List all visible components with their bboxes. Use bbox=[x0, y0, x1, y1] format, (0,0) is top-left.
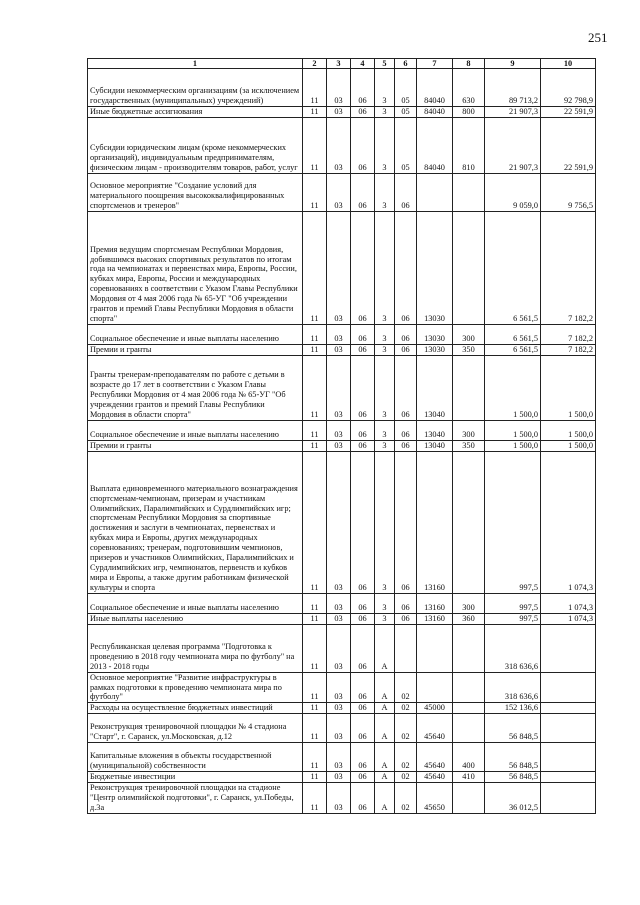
table-row bbox=[88, 593, 596, 613]
row-amount-year1: 56 848,5 bbox=[485, 743, 541, 772]
table-row bbox=[88, 211, 596, 324]
row-description: Премии и гранты bbox=[88, 344, 303, 355]
row-expense-type bbox=[453, 211, 485, 324]
row-description: Социальное обеспечение и иные выплаты населению bbox=[88, 324, 303, 344]
row-subprogram: 3 bbox=[375, 173, 395, 211]
column-header-row bbox=[88, 59, 596, 69]
row-subprogram: 3 bbox=[375, 107, 395, 118]
row-amount-year2: 1 074,3 bbox=[541, 593, 596, 613]
row-subsection: 03 bbox=[327, 107, 351, 118]
budget-table bbox=[87, 58, 596, 814]
table-row bbox=[88, 672, 596, 703]
row-subprogram: 3 bbox=[375, 344, 395, 355]
table-row bbox=[88, 69, 596, 107]
table-row bbox=[88, 107, 596, 118]
row-amount-year1: 89 713,2 bbox=[485, 69, 541, 107]
row-section: 11 bbox=[303, 451, 327, 593]
row-event: 05 bbox=[395, 117, 417, 173]
row-amount-year1: 1 500,0 bbox=[485, 440, 541, 451]
row-program: 06 bbox=[351, 344, 375, 355]
row-description: Выплата единовременного материального вознаграждения спортсменам-чемпионам, призерам и участникам Олимпийских, Паралимпийских и Сурдлимпийских игр; спортсменам Республики Мордовия за спортивные достижения и заслуги в чемпионатах, первенствах и кубках мира и Европы, других международных соревнованиях; тренерам, подготовившим чемпионов, призеров и участников Олимпийских, Паралимпийских и Сурдлимпийских игр, чемпионатов, первенств и кубков мира и Европы, а также другим работникам физической культуры и спорта bbox=[88, 451, 303, 593]
row-event: 06 bbox=[395, 173, 417, 211]
row-event: 05 bbox=[395, 107, 417, 118]
row-direction: 13160 bbox=[417, 593, 453, 613]
row-section: 11 bbox=[303, 107, 327, 118]
row-amount-year2 bbox=[541, 714, 596, 743]
row-program: 06 bbox=[351, 324, 375, 344]
table-row bbox=[88, 451, 596, 593]
row-direction: 45640 bbox=[417, 714, 453, 743]
row-subsection: 03 bbox=[327, 703, 351, 714]
row-expense-type: 810 bbox=[453, 117, 485, 173]
row-expense-type: 300 bbox=[453, 420, 485, 440]
row-direction bbox=[417, 624, 453, 672]
row-subsection: 03 bbox=[327, 69, 351, 107]
row-direction: 45640 bbox=[417, 772, 453, 783]
row-amount-year1: 997,5 bbox=[485, 593, 541, 613]
row-expense-type: 350 bbox=[453, 440, 485, 451]
row-event: 06 bbox=[395, 440, 417, 451]
row-event: 06 bbox=[395, 451, 417, 593]
row-program: 06 bbox=[351, 107, 375, 118]
row-amount-year1: 1 500,0 bbox=[485, 420, 541, 440]
column-header: 3 bbox=[327, 59, 351, 69]
row-program: 06 bbox=[351, 703, 375, 714]
table-row bbox=[88, 117, 596, 173]
row-description: Социальное обеспечение и иные выплаты населению bbox=[88, 420, 303, 440]
row-event: 06 bbox=[395, 613, 417, 624]
row-subsection: 03 bbox=[327, 772, 351, 783]
row-direction: 13030 bbox=[417, 211, 453, 324]
row-direction: 13160 bbox=[417, 451, 453, 593]
row-description: Социальное обеспечение и иные выплаты населению bbox=[88, 593, 303, 613]
column-header: 5 bbox=[375, 59, 395, 69]
row-amount-year2: 1 500,0 bbox=[541, 420, 596, 440]
row-direction bbox=[417, 672, 453, 703]
column-header: 7 bbox=[417, 59, 453, 69]
row-subprogram: 3 bbox=[375, 211, 395, 324]
row-amount-year1: 6 561,5 bbox=[485, 211, 541, 324]
row-expense-type bbox=[453, 703, 485, 714]
row-subprogram: А bbox=[375, 624, 395, 672]
row-program: 06 bbox=[351, 593, 375, 613]
row-program: 06 bbox=[351, 173, 375, 211]
table-row bbox=[88, 714, 596, 743]
row-direction: 84040 bbox=[417, 117, 453, 173]
row-expense-type: 300 bbox=[453, 593, 485, 613]
row-description: Основное мероприятие "Создание условий для материального поощрения высококвалифицированных спортсменов и тренеров" bbox=[88, 173, 303, 211]
row-description: Гранты тренерам-преподавателям по работе с детьми в возрасте до 17 лет в соответствии с Указом Главы Республики Мордовия от 4 мая 2006 года № 65-УГ "Об учреждении грантов и премий Главы Республики Мордовия в области спорта" bbox=[88, 355, 303, 420]
row-program: 06 bbox=[351, 613, 375, 624]
table-row bbox=[88, 324, 596, 344]
row-subprogram: А bbox=[375, 672, 395, 703]
row-subprogram: 3 bbox=[375, 451, 395, 593]
row-direction: 13160 bbox=[417, 613, 453, 624]
row-amount-year2: 7 182,2 bbox=[541, 344, 596, 355]
row-subsection: 03 bbox=[327, 613, 351, 624]
row-section: 11 bbox=[303, 69, 327, 107]
row-description: Премия ведущим спортсменам Республики Мордовия, добившимся высоких спортивных результатов по итогам года на чемпионатах и первенствах мира, Европы, России, кубках мира, Европы, России и международных соревнованиях в соответствии с Указом Главы Республики Мордовия от 4 мая 2006 года № 65-УГ "Об учреждении грантов и премий Главы Республики Мордовия в области спорта" bbox=[88, 211, 303, 324]
row-amount-year2: 1 074,3 bbox=[541, 451, 596, 593]
row-amount-year1: 997,5 bbox=[485, 613, 541, 624]
row-amount-year2: 1 500,0 bbox=[541, 355, 596, 420]
row-program: 06 bbox=[351, 624, 375, 672]
row-expense-type bbox=[453, 173, 485, 211]
row-section: 11 bbox=[303, 703, 327, 714]
row-subprogram: А bbox=[375, 714, 395, 743]
row-expense-type: 410 bbox=[453, 772, 485, 783]
row-subsection: 03 bbox=[327, 783, 351, 814]
row-description: Капитальные вложения в объекты государственной (муниципальной) собственности bbox=[88, 743, 303, 772]
row-subprogram: А bbox=[375, 703, 395, 714]
row-subsection: 03 bbox=[327, 420, 351, 440]
row-description: Премии и гранты bbox=[88, 440, 303, 451]
column-header: 6 bbox=[395, 59, 417, 69]
row-section: 11 bbox=[303, 613, 327, 624]
row-subsection: 03 bbox=[327, 173, 351, 211]
row-description: Субсидии некоммерческим организациям (за исключением государственных (муниципальных) учреждений) bbox=[88, 69, 303, 107]
row-amount-year2 bbox=[541, 624, 596, 672]
row-amount-year2: 1 074,3 bbox=[541, 613, 596, 624]
row-section: 11 bbox=[303, 783, 327, 814]
row-event: 06 bbox=[395, 355, 417, 420]
row-program: 06 bbox=[351, 783, 375, 814]
row-description: Реконструкция тренировочной площадки на стадионе "Центр олимпийской подготовки", г. Саранск, ул.Победы, д.3а bbox=[88, 783, 303, 814]
row-direction: 45650 bbox=[417, 783, 453, 814]
row-program: 06 bbox=[351, 69, 375, 107]
row-program: 06 bbox=[351, 451, 375, 593]
row-event: 02 bbox=[395, 714, 417, 743]
row-amount-year1: 9 059,0 bbox=[485, 173, 541, 211]
row-subsection: 03 bbox=[327, 743, 351, 772]
column-header: 10 bbox=[541, 59, 596, 69]
row-amount-year2: 7 182,2 bbox=[541, 211, 596, 324]
row-event: 06 bbox=[395, 211, 417, 324]
row-subsection: 03 bbox=[327, 117, 351, 173]
row-direction: 84040 bbox=[417, 107, 453, 118]
row-section: 11 bbox=[303, 624, 327, 672]
row-program: 06 bbox=[351, 420, 375, 440]
row-amount-year1: 318 636,6 bbox=[485, 624, 541, 672]
row-description: Бюджетные инвестиции bbox=[88, 772, 303, 783]
row-description: Субсидии юридическим лицам (кроме некоммерческих организаций), индивидуальным предпринимателям, физическим лицам - производителям товаров, работ, услуг bbox=[88, 117, 303, 173]
row-amount-year2: 9 756,5 bbox=[541, 173, 596, 211]
row-event: 06 bbox=[395, 344, 417, 355]
row-expense-type bbox=[453, 783, 485, 814]
row-subprogram: 3 bbox=[375, 355, 395, 420]
row-expense-type bbox=[453, 714, 485, 743]
table-row bbox=[88, 783, 596, 814]
row-description: Основное мероприятие "Развитие инфраструктуры в рамках подготовки к проведению чемпионата мира по футболу" bbox=[88, 672, 303, 703]
row-subprogram: 3 bbox=[375, 69, 395, 107]
row-amount-year2 bbox=[541, 703, 596, 714]
row-event: 02 bbox=[395, 772, 417, 783]
row-event: 02 bbox=[395, 703, 417, 714]
table-row bbox=[88, 440, 596, 451]
row-subprogram: 3 bbox=[375, 420, 395, 440]
row-direction: 13040 bbox=[417, 420, 453, 440]
row-expense-type: 360 bbox=[453, 613, 485, 624]
table-row bbox=[88, 772, 596, 783]
row-section: 11 bbox=[303, 772, 327, 783]
row-amount-year1: 6 561,5 bbox=[485, 344, 541, 355]
row-program: 06 bbox=[351, 355, 375, 420]
row-expense-type: 630 bbox=[453, 69, 485, 107]
row-expense-type: 800 bbox=[453, 107, 485, 118]
column-header: 4 bbox=[351, 59, 375, 69]
row-amount-year1: 152 136,6 bbox=[485, 703, 541, 714]
row-expense-type: 400 bbox=[453, 743, 485, 772]
row-program: 06 bbox=[351, 714, 375, 743]
row-direction: 45000 bbox=[417, 703, 453, 714]
row-amount-year2 bbox=[541, 772, 596, 783]
row-amount-year1: 1 500,0 bbox=[485, 355, 541, 420]
row-section: 11 bbox=[303, 344, 327, 355]
row-direction: 13030 bbox=[417, 324, 453, 344]
row-subsection: 03 bbox=[327, 624, 351, 672]
column-header: 1 bbox=[88, 59, 303, 69]
table-row bbox=[88, 624, 596, 672]
table-row bbox=[88, 355, 596, 420]
row-subsection: 03 bbox=[327, 593, 351, 613]
row-amount-year1: 56 848,5 bbox=[485, 714, 541, 743]
row-expense-type: 300 bbox=[453, 324, 485, 344]
row-program: 06 bbox=[351, 672, 375, 703]
row-amount-year2 bbox=[541, 743, 596, 772]
row-expense-type bbox=[453, 624, 485, 672]
row-description: Реконструкция тренировочной площадки № 4 стадиона "Старт", г. Саранск, ул.Московская, д.12 bbox=[88, 714, 303, 743]
row-subprogram: 3 bbox=[375, 593, 395, 613]
row-subprogram: 3 bbox=[375, 324, 395, 344]
row-amount-year1: 318 636,6 bbox=[485, 672, 541, 703]
row-section: 11 bbox=[303, 211, 327, 324]
row-subprogram: 3 bbox=[375, 440, 395, 451]
row-subsection: 03 bbox=[327, 344, 351, 355]
column-header: 9 bbox=[485, 59, 541, 69]
row-event: 02 bbox=[395, 672, 417, 703]
row-section: 11 bbox=[303, 672, 327, 703]
row-description: Расходы на осуществление бюджетных инвестиций bbox=[88, 703, 303, 714]
row-amount-year2: 7 182,2 bbox=[541, 324, 596, 344]
row-program: 06 bbox=[351, 440, 375, 451]
row-direction bbox=[417, 173, 453, 211]
row-subsection: 03 bbox=[327, 324, 351, 344]
table-row bbox=[88, 173, 596, 211]
row-event: 06 bbox=[395, 324, 417, 344]
table-row bbox=[88, 703, 596, 714]
row-subprogram: 3 bbox=[375, 117, 395, 173]
row-subprogram: А bbox=[375, 783, 395, 814]
table-row bbox=[88, 743, 596, 772]
row-amount-year1: 56 848,5 bbox=[485, 772, 541, 783]
table-row bbox=[88, 613, 596, 624]
row-direction: 84040 bbox=[417, 69, 453, 107]
row-direction: 13040 bbox=[417, 355, 453, 420]
row-subsection: 03 bbox=[327, 355, 351, 420]
row-amount-year1: 997,5 bbox=[485, 451, 541, 593]
row-description: Республиканская целевая программа "Подготовка к проведению в 2018 году чемпионата мира по футболу" на 2013 - 2018 годы bbox=[88, 624, 303, 672]
row-subsection: 03 bbox=[327, 451, 351, 593]
row-event: 06 bbox=[395, 593, 417, 613]
row-amount-year2 bbox=[541, 672, 596, 703]
row-event bbox=[395, 624, 417, 672]
column-header: 8 bbox=[453, 59, 485, 69]
row-section: 11 bbox=[303, 117, 327, 173]
row-section: 11 bbox=[303, 714, 327, 743]
row-amount-year2 bbox=[541, 783, 596, 814]
row-amount-year1: 36 012,5 bbox=[485, 783, 541, 814]
row-expense-type: 350 bbox=[453, 344, 485, 355]
row-amount-year2: 22 591,9 bbox=[541, 117, 596, 173]
row-amount-year2: 92 798,9 bbox=[541, 69, 596, 107]
row-subprogram: 3 bbox=[375, 613, 395, 624]
row-section: 11 bbox=[303, 420, 327, 440]
row-subprogram: А bbox=[375, 743, 395, 772]
row-description: Иные выплаты населению bbox=[88, 613, 303, 624]
row-event: 02 bbox=[395, 783, 417, 814]
row-program: 06 bbox=[351, 211, 375, 324]
row-event: 06 bbox=[395, 420, 417, 440]
row-program: 06 bbox=[351, 117, 375, 173]
page-number: 251 bbox=[588, 30, 608, 45]
row-subsection: 03 bbox=[327, 714, 351, 743]
row-subsection: 03 bbox=[327, 672, 351, 703]
row-subsection: 03 bbox=[327, 211, 351, 324]
row-direction: 13030 bbox=[417, 344, 453, 355]
column-header: 2 bbox=[303, 59, 327, 69]
row-program: 06 bbox=[351, 772, 375, 783]
row-section: 11 bbox=[303, 173, 327, 211]
row-section: 11 bbox=[303, 440, 327, 451]
row-amount-year2: 1 500,0 bbox=[541, 440, 596, 451]
row-amount-year1: 21 907,3 bbox=[485, 117, 541, 173]
row-subprogram: А bbox=[375, 772, 395, 783]
row-section: 11 bbox=[303, 593, 327, 613]
row-direction: 45640 bbox=[417, 743, 453, 772]
row-section: 11 bbox=[303, 743, 327, 772]
row-subsection: 03 bbox=[327, 440, 351, 451]
row-amount-year2: 22 591,9 bbox=[541, 107, 596, 118]
table-row bbox=[88, 344, 596, 355]
row-direction: 13040 bbox=[417, 440, 453, 451]
table-row bbox=[88, 420, 596, 440]
row-section: 11 bbox=[303, 324, 327, 344]
row-amount-year1: 6 561,5 bbox=[485, 324, 541, 344]
row-expense-type bbox=[453, 451, 485, 593]
row-description: Иные бюджетные ассигнования bbox=[88, 107, 303, 118]
row-event: 05 bbox=[395, 69, 417, 107]
row-section: 11 bbox=[303, 355, 327, 420]
row-event: 02 bbox=[395, 743, 417, 772]
row-program: 06 bbox=[351, 743, 375, 772]
row-expense-type bbox=[453, 672, 485, 703]
row-amount-year1: 21 907,3 bbox=[485, 107, 541, 118]
row-expense-type bbox=[453, 355, 485, 420]
